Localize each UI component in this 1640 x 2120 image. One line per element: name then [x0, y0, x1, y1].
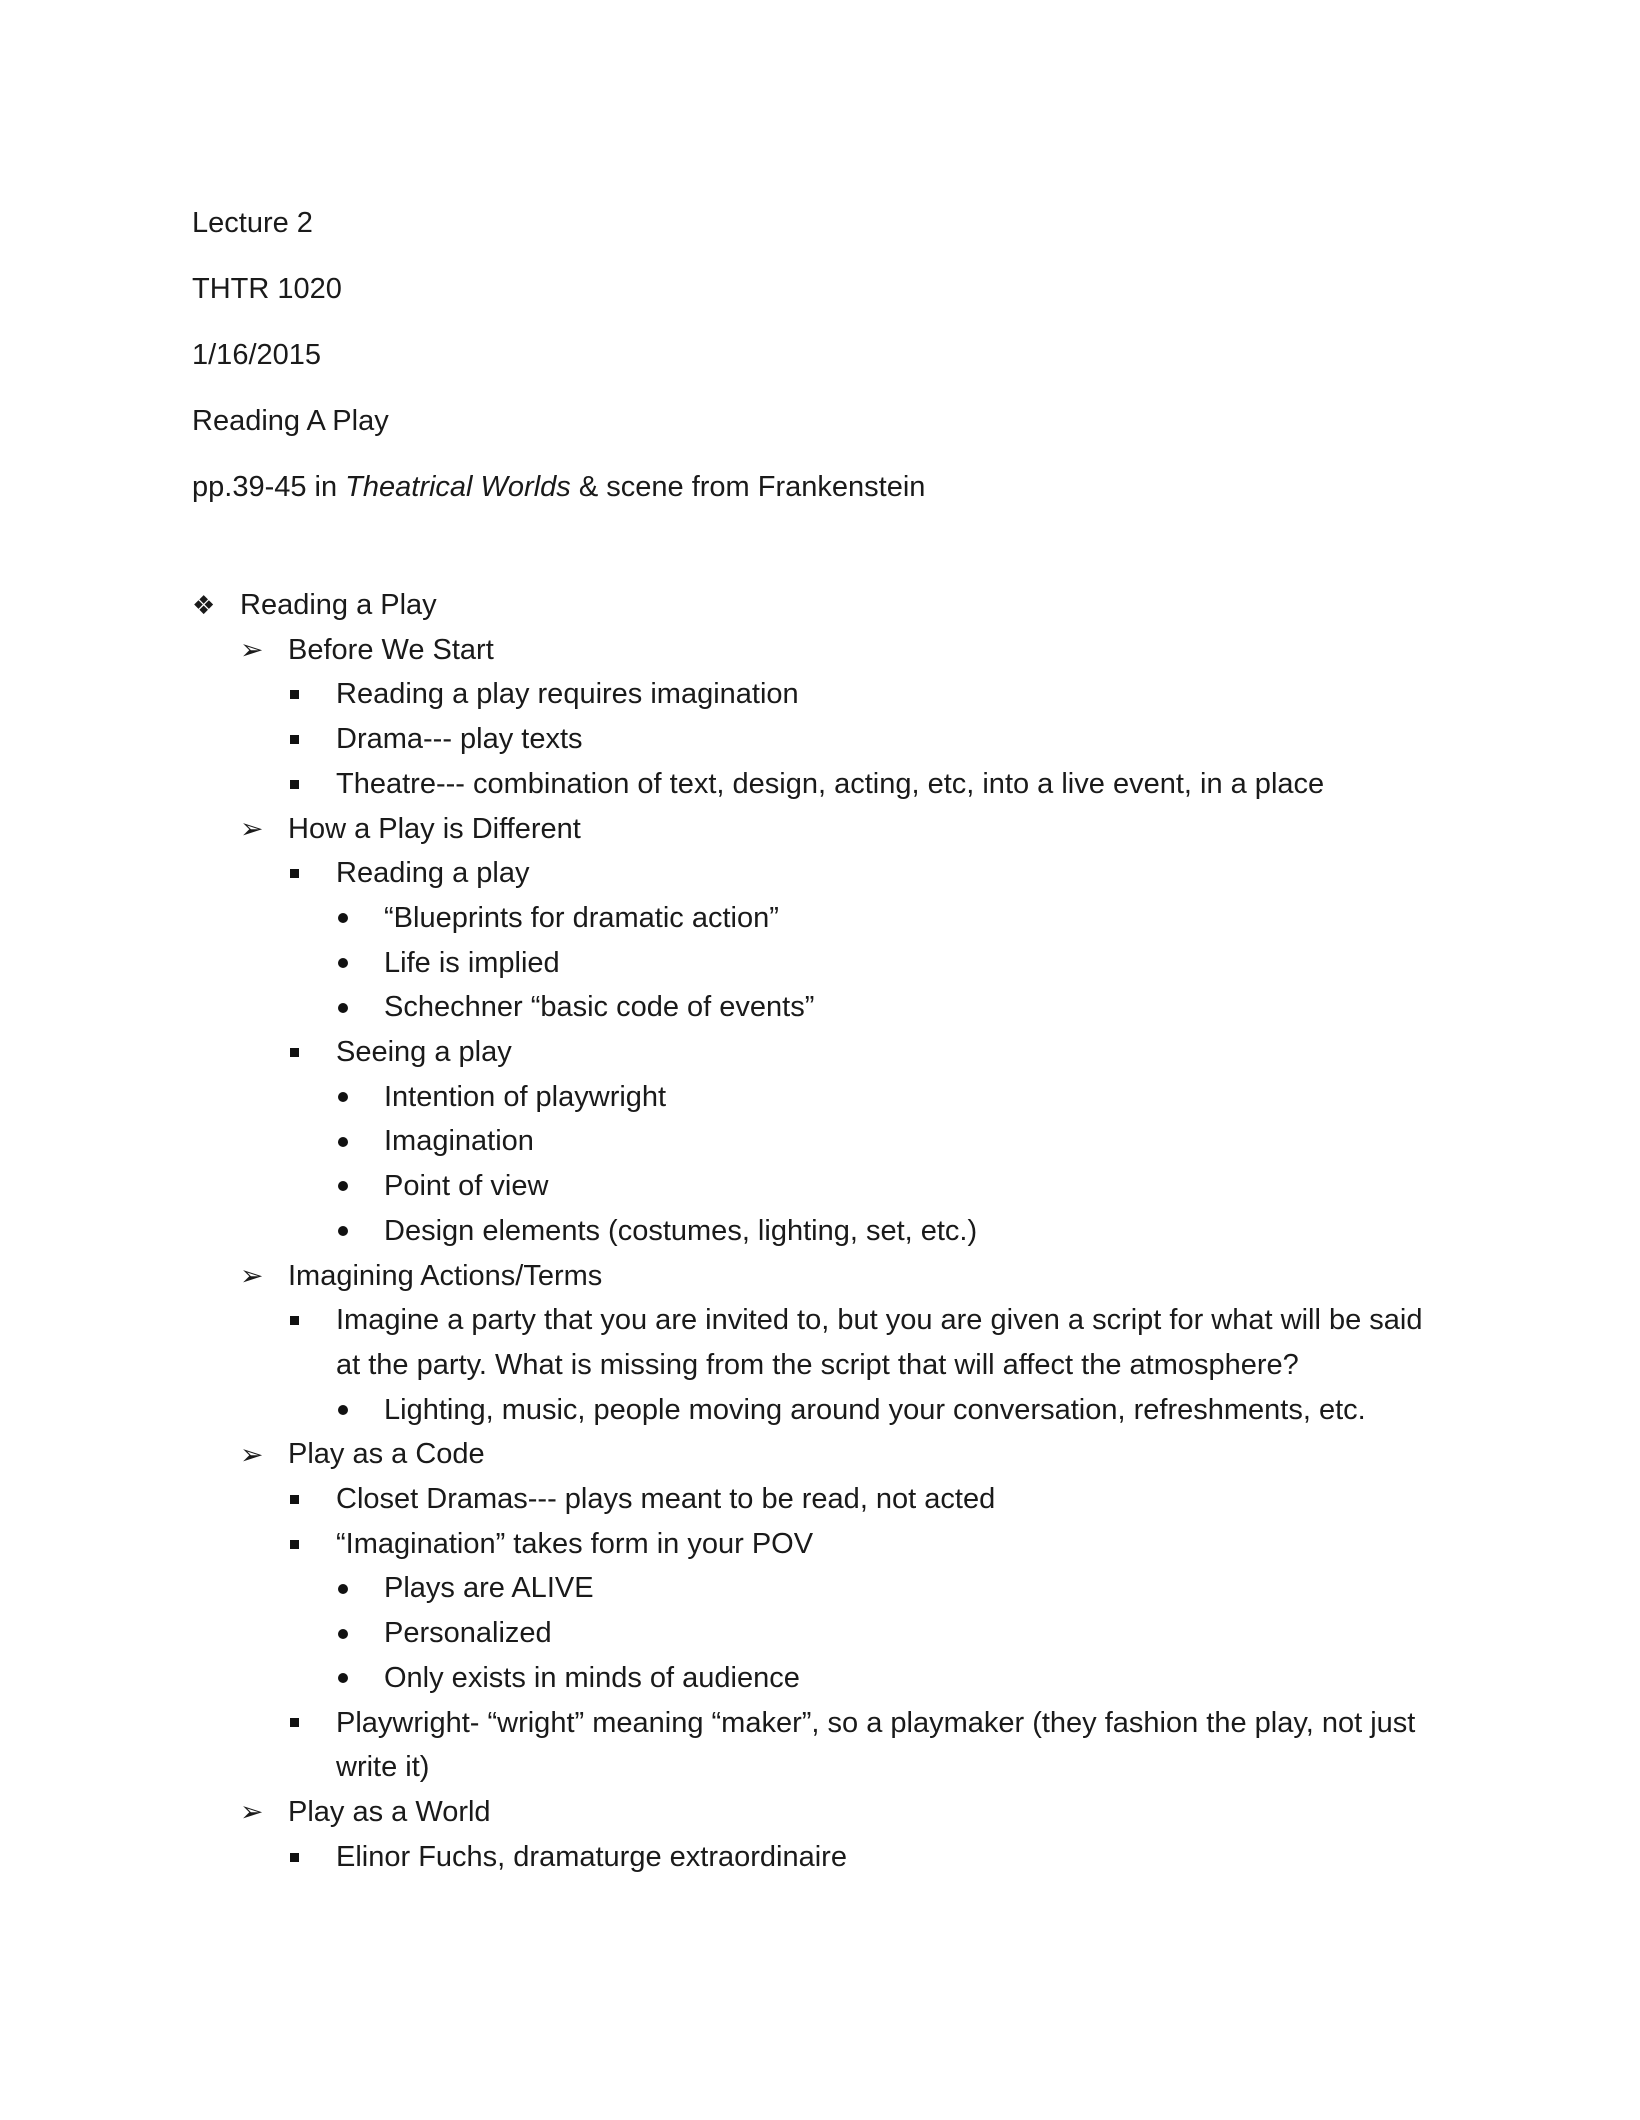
lecture-date: 1/16/2015 — [192, 339, 322, 371]
dot-bullet-icon — [336, 1119, 376, 1164]
outline-subpoint — [192, 896, 1452, 941]
outline-subpoint — [192, 1164, 1452, 1209]
outline-point-text: Playwright- “wright” meaning “maker”, so a playmaker (they fashion the play, not just write it) — [336, 1706, 1416, 1784]
outline-subpoint — [192, 1566, 1452, 1611]
arrow-bullet-icon: ➢ — [240, 812, 264, 844]
outline-subpoint-text: Intention of playwright — [384, 1080, 667, 1113]
outline-point-text: Elinor Fuchs, dramaturge extraordinaire — [336, 1840, 847, 1873]
outline-subpoint-text: “Blueprints for dramatic action” — [384, 901, 779, 934]
dot-bullet-icon — [336, 1656, 376, 1701]
lecture-number: Lecture 2 — [192, 207, 313, 239]
outline-point-text: “Imagination” takes form in your POV — [336, 1527, 814, 1560]
outline-subpoint — [192, 1119, 1452, 1164]
arrow-bullet-icon: ➢ — [240, 1796, 264, 1828]
outline-point — [192, 1477, 1452, 1522]
outline-point-text: Theatre--- combination of text, design, acting, etc, into a live event, in a place — [336, 767, 1325, 800]
outline-point — [192, 1030, 1452, 1075]
dot-bullet-icon — [336, 1164, 376, 1209]
outline-subpoint-text: Imagination — [384, 1125, 534, 1158]
outline-title — [192, 583, 1452, 628]
outline-subpoint-text: Only exists in minds of audience — [384, 1661, 800, 1694]
arrow-bullet-icon: ➢ — [240, 1259, 264, 1291]
reading-prefix: pp.39-45 in — [192, 471, 346, 503]
dot-bullet-icon — [336, 1388, 376, 1433]
section-heading-text: Before We Start — [288, 633, 494, 666]
dot-bullet-icon — [336, 1075, 376, 1120]
dot-bullet-icon — [336, 985, 376, 1030]
outline-point-text: Closet Dramas--- plays meant to be read, not acted — [336, 1483, 996, 1516]
outline-point-text: Drama--- play texts — [336, 723, 583, 756]
square-bullet-icon — [288, 762, 328, 807]
dot-bullet-icon — [336, 1566, 376, 1611]
square-bullet-icon — [288, 1477, 328, 1522]
section-heading — [192, 1432, 1452, 1477]
outline-subpoint-text: Schechner “basic code of events” — [384, 991, 815, 1024]
outline-subpoint — [192, 941, 1452, 986]
outline-title-text: Reading a Play — [240, 589, 437, 621]
dot-bullet-icon — [336, 896, 376, 941]
outline-point-text: Imagine a party that you are invited to, but you are given a script for what will be said at the party. What is missing from the script that will affect the atmosphere? — [336, 1304, 1423, 1381]
outline-point — [192, 1835, 1452, 1880]
outline-subpoint-text: Design elements (costumes, lighting, set, etc.) — [384, 1214, 978, 1247]
outline-subpoint — [192, 1611, 1452, 1656]
lecture-outline — [192, 583, 1452, 1879]
arrow-bullet-icon: ➢ — [240, 1438, 264, 1470]
outline-point-text: Reading a play — [336, 857, 530, 890]
outline-point — [192, 1701, 1452, 1790]
section-heading-text: Play as a Code — [288, 1438, 485, 1471]
outline-point — [192, 717, 1452, 762]
outline-point — [192, 1298, 1452, 1387]
square-bullet-icon — [288, 717, 328, 762]
section-heading-text: Imagining Actions/Terms — [288, 1259, 603, 1292]
square-bullet-icon — [288, 1835, 328, 1880]
section-heading — [192, 1790, 1452, 1835]
outline-point — [192, 672, 1452, 717]
outline-point — [192, 1522, 1452, 1567]
reading-suffix: & scene from Frankenstein — [570, 471, 926, 503]
dot-bullet-icon — [336, 1209, 376, 1254]
square-bullet-icon — [288, 1701, 328, 1746]
section-heading — [192, 628, 1452, 673]
dot-bullet-icon — [336, 941, 376, 986]
square-bullet-icon — [288, 851, 328, 896]
reading-assignment — [192, 454, 1442, 520]
outline-subpoint-text: Personalized — [384, 1617, 552, 1650]
outline-subpoint-text: Plays are ALIVE — [384, 1572, 594, 1605]
square-bullet-icon — [288, 672, 328, 717]
section-heading — [192, 1254, 1452, 1299]
outline-point-text: Reading a play requires imagination — [336, 678, 799, 711]
lecture-topic: Reading A Play — [192, 405, 389, 437]
book-title: Theatrical Worlds — [345, 471, 571, 503]
outline-subpoint — [192, 985, 1452, 1030]
outline-subpoint-text: Point of view — [384, 1170, 549, 1203]
outline-subpoint-text: Lighting, music, people moving around your conversation, refreshments, etc. — [384, 1393, 1366, 1426]
section-heading-text: How a Play is Different — [288, 812, 581, 845]
outline-subpoint — [192, 1388, 1452, 1433]
outline-subpoint-text: Life is implied — [384, 946, 560, 979]
section-heading — [192, 807, 1452, 852]
outline-subpoint — [192, 1656, 1452, 1701]
outline-point — [192, 851, 1452, 896]
dot-bullet-icon — [336, 1611, 376, 1656]
outline-subpoint — [192, 1075, 1452, 1120]
square-bullet-icon — [288, 1030, 328, 1075]
course-code: THTR 1020 — [192, 273, 342, 305]
diamond-bullet-icon: ❖ — [192, 590, 216, 621]
outline-subpoint — [192, 1209, 1452, 1254]
document-header — [192, 190, 1442, 520]
square-bullet-icon — [288, 1298, 328, 1343]
section-heading-text: Play as a World — [288, 1795, 491, 1828]
arrow-bullet-icon: ➢ — [240, 634, 264, 666]
outline-point-text: Seeing a play — [336, 1036, 512, 1069]
square-bullet-icon — [288, 1522, 328, 1567]
outline-point — [192, 762, 1452, 807]
